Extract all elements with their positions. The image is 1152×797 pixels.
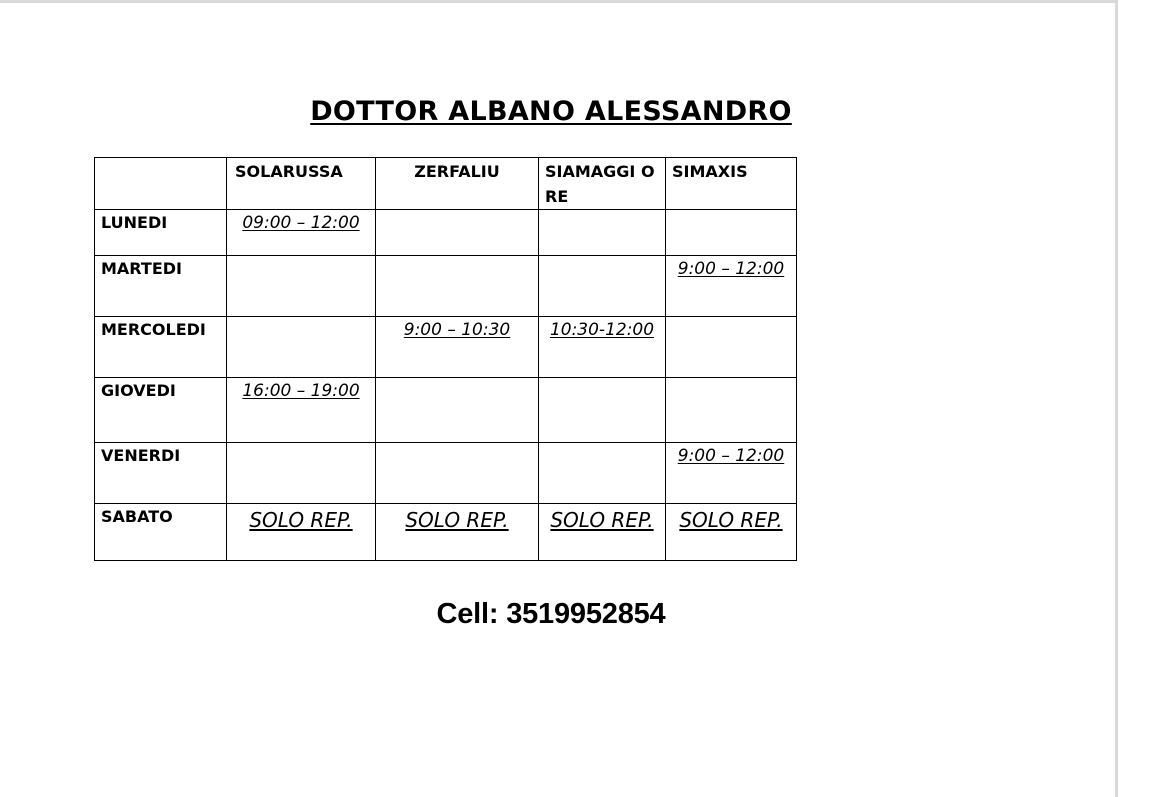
schedule-cell: 09:00 – 12:00: [227, 210, 376, 256]
header-cell-simaxis: SIMAXIS: [666, 158, 797, 210]
schedule-cell: 9:00 – 10:30: [376, 317, 539, 378]
table-row: [95, 210, 797, 256]
schedule-cell: [539, 256, 666, 317]
schedule-cell: [376, 256, 539, 317]
schedule-cell: 9:00 – 12:00: [666, 256, 797, 317]
header-cell-siamaggiore: SIAMAGGI ORE: [539, 158, 666, 210]
schedule-table: [94, 157, 797, 561]
document-title: DOTTOR ALBANO ALESSANDRO: [310, 96, 792, 127]
schedule-cell: SOLO REP.: [227, 504, 376, 561]
table-row: [95, 378, 797, 443]
schedule-cell: [666, 317, 797, 378]
day-label-venerdi: VENERDI: [95, 443, 227, 504]
phone-number: Cell: 3519952854: [436, 598, 666, 630]
schedule-cell: 10:30-12:00: [539, 317, 666, 378]
table-row: [95, 504, 797, 561]
schedule-cell: SOLO REP.: [539, 504, 666, 561]
schedule-cell: [539, 378, 666, 443]
table-row: [95, 443, 797, 504]
day-label-sabato: SABATO: [95, 504, 227, 561]
table-header-row: [95, 158, 797, 210]
table-row: [95, 256, 797, 317]
schedule-cell: [539, 210, 666, 256]
day-label-giovedi: GIOVEDI: [95, 378, 227, 443]
schedule-cell: [666, 210, 797, 256]
schedule-cell: [539, 443, 666, 504]
schedule-cell: SOLO REP.: [666, 504, 797, 561]
header-cell-solarussa: SOLARUSSA: [227, 158, 376, 210]
schedule-cell: SOLO REP.: [376, 504, 539, 561]
table-row: [95, 317, 797, 378]
schedule-cell: [376, 378, 539, 443]
schedule-cell: 9:00 – 12:00: [666, 443, 797, 504]
day-label-martedi: MARTEDI: [95, 256, 227, 317]
header-cell-zerfaliu: ZERFALIU: [376, 158, 539, 210]
schedule-cell: [376, 443, 539, 504]
schedule-cell: [376, 210, 539, 256]
schedule-cell: 16:00 – 19:00: [227, 378, 376, 443]
schedule-cell: [227, 256, 376, 317]
schedule-cell: [227, 443, 376, 504]
day-label-mercoledi: MERCOLEDI: [95, 317, 227, 378]
schedule-cell: [227, 317, 376, 378]
header-cell-empty: [95, 158, 227, 210]
day-label-lunedi: LUNEDI: [95, 210, 227, 256]
schedule-cell: [666, 378, 797, 443]
